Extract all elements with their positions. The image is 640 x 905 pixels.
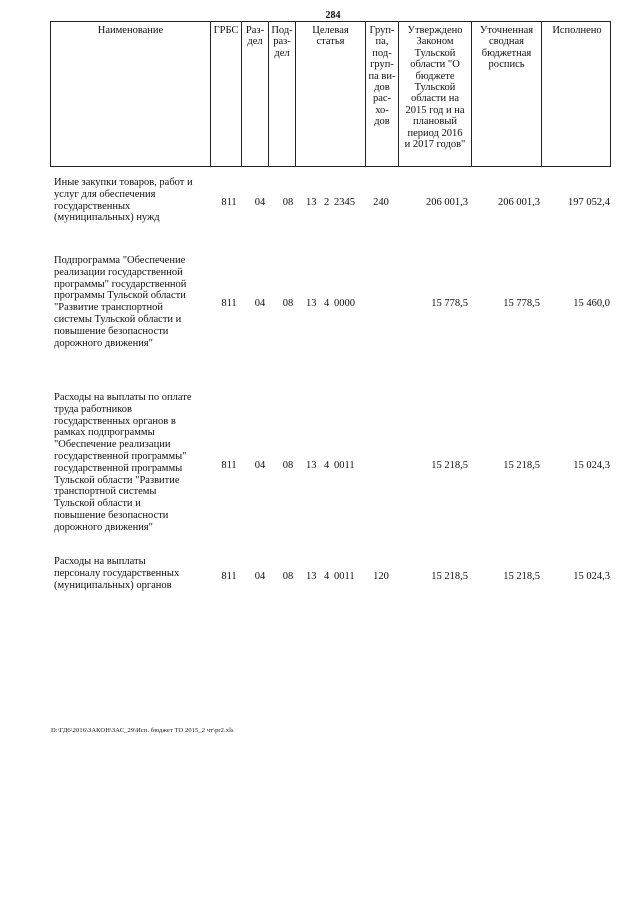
cell-vid: 120 bbox=[373, 571, 389, 582]
header-naimenovanie: Наименование bbox=[51, 22, 211, 166]
cell-utverzhdeno: 15 218,5 bbox=[431, 571, 468, 582]
header-utverzhdeno: Утверждено Законом Тульской области "О бюджете Тульской области на 2015 год и на плановый период 2016 и 2017 годов" bbox=[399, 22, 472, 166]
cell-ispolneno: 15 024,3 bbox=[573, 571, 610, 582]
cell-razdel: 04 bbox=[254, 571, 266, 582]
cell-cs2: 4 bbox=[324, 460, 330, 471]
row-name: Расходы на выплаты персоналу государственных (муниципальных) органов bbox=[54, 556, 180, 591]
cell-ispolneno: 15 460,0 bbox=[573, 298, 610, 309]
cell-ispolneno: 197 052,4 bbox=[568, 197, 610, 208]
header-grbs: ГРБС bbox=[211, 22, 242, 166]
header-podrazdel: Под- раз- дел bbox=[269, 22, 296, 166]
cell-cs1: 13 bbox=[306, 197, 317, 208]
header-celevaya-statya: Целевая статья bbox=[296, 22, 366, 166]
cell-cs1: 13 bbox=[306, 298, 317, 309]
cell-cs3: 0000 bbox=[334, 298, 355, 309]
page-number: 284 bbox=[325, 10, 341, 21]
cell-cs3: 0011 bbox=[334, 571, 355, 582]
cell-podrazdel: 08 bbox=[282, 571, 294, 582]
row-name: Расходы на выплаты по оплате труда работников государственных органов в рамках подпрограммы "Обеспечение реализации государственной программы" государственной программы Тульской области "Развитие транспортной системы Тульской области и повышение безопасности дорожного движения" bbox=[54, 392, 192, 533]
cell-grbs: 811 bbox=[221, 298, 237, 309]
footer-file-path: D:\ГД6\2016\ЗАКОН\ЗАС_29\Исп. бюджет ТО 2015_2 чт\pr2.xls bbox=[51, 727, 234, 734]
cell-ispolneno: 15 024,3 bbox=[573, 460, 610, 471]
cell-utochnennaya: 15 218,5 bbox=[503, 460, 540, 471]
cell-podrazdel: 08 bbox=[282, 460, 294, 471]
cell-cs3: 2345 bbox=[334, 197, 355, 208]
header-utochnennaya: Уточненная сводная бюджетная роспись bbox=[472, 22, 542, 166]
header-razdel: Раз- дел bbox=[242, 22, 269, 166]
header-gruppa: Груп- па, под- груп- па ви- дов рас- хо- дов bbox=[366, 22, 399, 166]
row-name: Иные закупки товаров, работ и услуг для обеспечения государственных (муниципальных) нужд bbox=[54, 177, 193, 224]
cell-vid: 240 bbox=[373, 197, 389, 208]
cell-utochnennaya: 15 218,5 bbox=[503, 571, 540, 582]
cell-cs2: 4 bbox=[324, 571, 330, 582]
cell-utverzhdeno: 15 778,5 bbox=[431, 298, 468, 309]
cell-utverzhdeno: 206 001,3 bbox=[426, 197, 468, 208]
cell-grbs: 811 bbox=[221, 197, 237, 208]
cell-razdel: 04 bbox=[254, 197, 266, 208]
row-name: Подпрограмма "Обеспечение реализации государственной программы" государственной программы Тульской области "Развитие транспортной системы Тульской области и повышение безопасности дорожного движения" bbox=[54, 255, 187, 349]
table-header bbox=[50, 21, 611, 167]
header-ispolneno: Исполнено bbox=[552, 25, 602, 36]
cell-utochnennaya: 206 001,3 bbox=[498, 197, 540, 208]
cell-cs2: 4 bbox=[324, 298, 330, 309]
cell-utochnennaya: 15 778,5 bbox=[503, 298, 540, 309]
cell-cs1: 13 bbox=[306, 571, 317, 582]
cell-podrazdel: 08 bbox=[282, 197, 294, 208]
cell-cs2: 2 bbox=[324, 197, 330, 208]
cell-razdel: 04 bbox=[254, 298, 266, 309]
cell-cs3: 0011 bbox=[334, 460, 355, 471]
cell-grbs: 811 bbox=[221, 460, 237, 471]
cell-podrazdel: 08 bbox=[282, 298, 294, 309]
cell-razdel: 04 bbox=[254, 460, 266, 471]
cell-utverzhdeno: 15 218,5 bbox=[431, 460, 468, 471]
cell-grbs: 811 bbox=[221, 571, 237, 582]
cell-cs1: 13 bbox=[306, 460, 317, 471]
